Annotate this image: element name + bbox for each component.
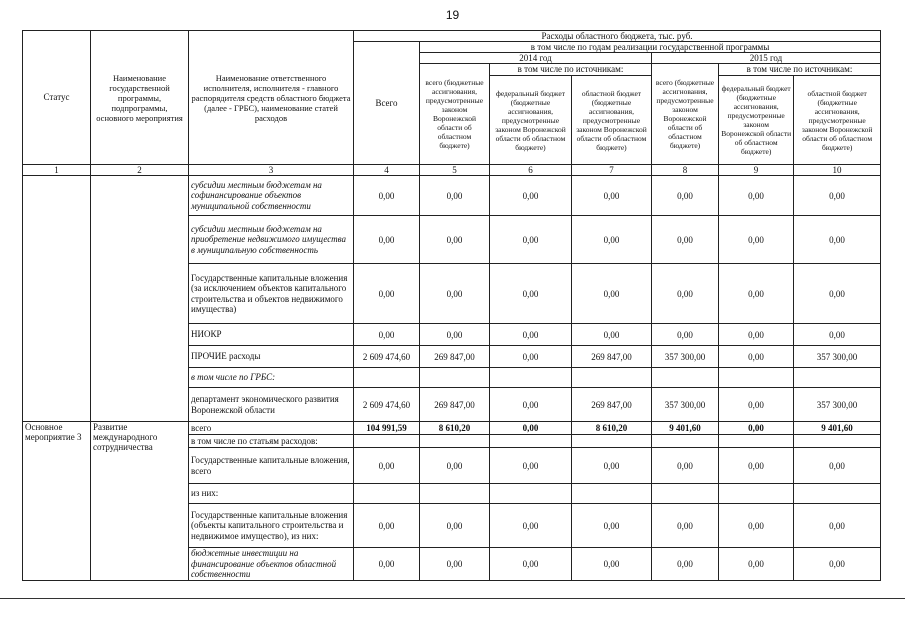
value-cell <box>719 368 794 388</box>
value-cell: 0,00 <box>794 216 881 264</box>
value-cell: 0,00 <box>420 216 490 264</box>
header-2014-sources <box>490 64 652 165</box>
header-expenses: Расходы областного бюджета, тыс. руб. <box>354 31 881 42</box>
value-cell: 0,00 <box>652 548 719 581</box>
expense-name-cell: ПРОЧИЕ расходы <box>189 346 354 368</box>
value-cell: 0,00 <box>420 176 490 216</box>
value-cell <box>354 368 420 388</box>
program-cell <box>91 176 189 422</box>
value-cell: 357 300,00 <box>652 346 719 368</box>
value-cell: 0,00 <box>420 448 490 484</box>
col-number: 2 <box>91 165 189 176</box>
value-cell: 0,00 <box>572 176 652 216</box>
program-cell: Развитие международного сотрудничества <box>91 422 189 581</box>
value-cell <box>652 435 719 448</box>
value-cell: 9 401,60 <box>652 422 719 435</box>
value-cell <box>572 484 652 504</box>
value-cell: 0,00 <box>572 324 652 346</box>
header-2015-federal <box>719 76 794 164</box>
value-cell <box>420 368 490 388</box>
expense-name-cell: в том числе по ГРБС: <box>189 368 354 388</box>
value-cell: 0,00 <box>572 448 652 484</box>
header-by-years: в том числе по годам реализации государственной программы <box>420 42 881 53</box>
table-body <box>23 176 881 581</box>
value-cell <box>490 484 572 504</box>
status-cell: Основное мероприятие 3 <box>23 422 91 581</box>
value-cell <box>794 368 881 388</box>
header-2014-by-sources: в том числе по источникам: <box>490 64 651 76</box>
header-2014-federal-text: федеральный бюджет (бюджетные ассигнования, предусмотренные законом Воронежской области об областном бюджете) <box>495 88 566 152</box>
value-cell: 0,00 <box>794 504 881 548</box>
value-cell: 269 847,00 <box>572 388 652 422</box>
value-cell <box>420 484 490 504</box>
value-cell: 0,00 <box>719 216 794 264</box>
value-cell: 0,00 <box>719 346 794 368</box>
col-number: 1 <box>23 165 91 176</box>
expense-name-cell: бюджетные инвестиции на финансирование объектов областной собственности <box>189 548 354 581</box>
value-cell <box>794 484 881 504</box>
col-number: 3 <box>189 165 354 176</box>
value-cell: 0,00 <box>490 388 572 422</box>
value-cell: 0,00 <box>719 264 794 324</box>
value-cell: 0,00 <box>354 548 420 581</box>
header-year-2015: 2015 год <box>652 53 881 64</box>
value-cell: 8 610,20 <box>420 422 490 435</box>
value-cell: 0,00 <box>719 504 794 548</box>
expense-name-cell: Государственные капитальные вложения (объекты капитального строительства и недвижимое имущество), из них: <box>189 504 354 548</box>
value-cell: 0,00 <box>354 264 420 324</box>
header-program-name: Наименование государственной программы, подпрограммы, основного мероприятия <box>91 31 189 165</box>
value-cell <box>354 484 420 504</box>
value-cell <box>652 484 719 504</box>
value-cell: 2 609 474,60 <box>354 346 420 368</box>
value-cell: 0,00 <box>420 264 490 324</box>
expense-name-cell: в том числе по статьям расходов: <box>189 435 354 448</box>
value-cell: 269 847,00 <box>420 346 490 368</box>
value-cell: 269 847,00 <box>420 388 490 422</box>
col-number: 6 <box>490 165 572 176</box>
value-cell: 0,00 <box>719 388 794 422</box>
value-cell: 0,00 <box>794 448 881 484</box>
value-cell: 0,00 <box>719 324 794 346</box>
value-cell: 0,00 <box>572 504 652 548</box>
value-cell: 0,00 <box>490 548 572 581</box>
header-2015-regional <box>794 76 880 164</box>
value-cell: 0,00 <box>794 324 881 346</box>
value-cell: 0,00 <box>652 216 719 264</box>
value-cell: 9 401,60 <box>794 422 881 435</box>
value-cell <box>794 435 881 448</box>
column-numbers-row <box>23 165 881 176</box>
header-2014-federal <box>490 76 572 164</box>
expense-name-cell: из них: <box>189 484 354 504</box>
value-cell: 0,00 <box>794 548 881 581</box>
header-2014-all <box>420 64 490 165</box>
header-executor: Наименование ответственного исполнителя, исполнителя - главного распорядителя средств областного бюджета (далее - ГРБС), наименование статей расходов <box>189 31 354 165</box>
col-number: 7 <box>572 165 652 176</box>
value-cell: 0,00 <box>490 448 572 484</box>
value-cell: 0,00 <box>652 264 719 324</box>
value-cell: 0,00 <box>490 324 572 346</box>
value-cell: 8 610,20 <box>572 422 652 435</box>
page-number: 19 <box>445 8 460 22</box>
value-cell: 0,00 <box>354 504 420 548</box>
value-cell: 0,00 <box>354 216 420 264</box>
value-cell <box>420 435 490 448</box>
expense-name-cell: субсидии местным бюджетам на софинансирование объектов муниципальной собственности <box>189 176 354 216</box>
table-header <box>23 31 881 176</box>
value-cell: 0,00 <box>354 324 420 346</box>
value-cell: 104 991,59 <box>354 422 420 435</box>
value-cell: 0,00 <box>572 548 652 581</box>
value-cell <box>354 435 420 448</box>
value-cell: 0,00 <box>354 448 420 484</box>
header-2015-federal-text: федеральный бюджет (бюджетные ассигнования, предусмотренные законом Воронежской области об областном бюджете) <box>721 84 792 156</box>
value-cell <box>572 368 652 388</box>
value-cell: 0,00 <box>490 176 572 216</box>
expense-name-cell: Государственные капитальные вложения (за исключением объектов капитального строительства и объектов недвижимого имущества) <box>189 264 354 324</box>
value-cell <box>572 435 652 448</box>
value-cell <box>652 368 719 388</box>
expense-name-cell: НИОКР <box>189 324 354 346</box>
value-cell <box>490 435 572 448</box>
page-cut-line <box>0 598 905 599</box>
expense-name-cell: всего <box>189 422 354 435</box>
value-cell: 0,00 <box>794 176 881 216</box>
value-cell: 0,00 <box>719 176 794 216</box>
header-2015-regional-text: областной бюджет (бюджетные ассигнования, предусмотренные законом Воронежской области об областном бюджете) <box>801 88 873 152</box>
value-cell: 0,00 <box>794 264 881 324</box>
value-cell <box>719 435 794 448</box>
value-cell <box>719 484 794 504</box>
col-number: 9 <box>719 165 794 176</box>
value-cell: 0,00 <box>652 324 719 346</box>
col-number: 4 <box>354 165 420 176</box>
header-2015-by-sources: в том числе по источникам: <box>719 64 880 76</box>
value-cell: 0,00 <box>652 504 719 548</box>
value-cell: 0,00 <box>354 176 420 216</box>
col-number: 5 <box>420 165 490 176</box>
header-2014-regional <box>572 76 651 164</box>
value-cell: 0,00 <box>572 216 652 264</box>
value-cell: 0,00 <box>490 504 572 548</box>
value-cell: 357 300,00 <box>652 388 719 422</box>
value-cell: 0,00 <box>719 548 794 581</box>
value-cell: 0,00 <box>652 448 719 484</box>
header-2015-all <box>652 64 719 165</box>
header-2014-regional-text: областной бюджет (бюджетные ассигнования, предусмотренные законом Воронежской области об областном бюджете) <box>576 88 647 152</box>
header-2015-sources <box>719 64 881 165</box>
value-cell: 0,00 <box>420 548 490 581</box>
value-cell: 0,00 <box>719 448 794 484</box>
value-cell: 0,00 <box>490 264 572 324</box>
value-cell: 0,00 <box>420 324 490 346</box>
header-2014-all-text: всего (бюджетные ассигнования, предусмотренные законом Воронежской области об областном бюджете) <box>425 78 484 150</box>
status-cell <box>23 176 91 422</box>
value-cell: 0,00 <box>490 216 572 264</box>
value-cell: 0,00 <box>572 264 652 324</box>
value-cell: 0,00 <box>652 176 719 216</box>
value-cell: 357 300,00 <box>794 346 881 368</box>
value-cell: 269 847,00 <box>572 346 652 368</box>
expense-name-cell: Государственные капитальные вложения, всего <box>189 448 354 484</box>
value-cell <box>490 368 572 388</box>
value-cell: 357 300,00 <box>794 388 881 422</box>
value-cell: 0,00 <box>719 422 794 435</box>
header-status: Статус <box>23 31 91 165</box>
table-row <box>23 422 881 435</box>
expense-name-cell: субсидии местным бюджетам на приобретение недвижимого имущества в муниципальную собственность <box>189 216 354 264</box>
value-cell: 0,00 <box>490 422 572 435</box>
value-cell: 0,00 <box>490 346 572 368</box>
header-2015-all-text: всего (бюджетные ассигнования, предусмотренные законом Воронежской области об областном бюджете) <box>655 78 715 150</box>
table-row <box>23 176 881 216</box>
header-total: Всего <box>354 42 420 165</box>
header-year-2014: 2014 год <box>420 53 652 64</box>
budget-table <box>22 30 881 581</box>
col-number: 8 <box>652 165 719 176</box>
value-cell: 2 609 474,60 <box>354 388 420 422</box>
value-cell: 0,00 <box>420 504 490 548</box>
col-number: 10 <box>794 165 881 176</box>
expense-name-cell: департамент экономического развития Воронежской области <box>189 388 354 422</box>
